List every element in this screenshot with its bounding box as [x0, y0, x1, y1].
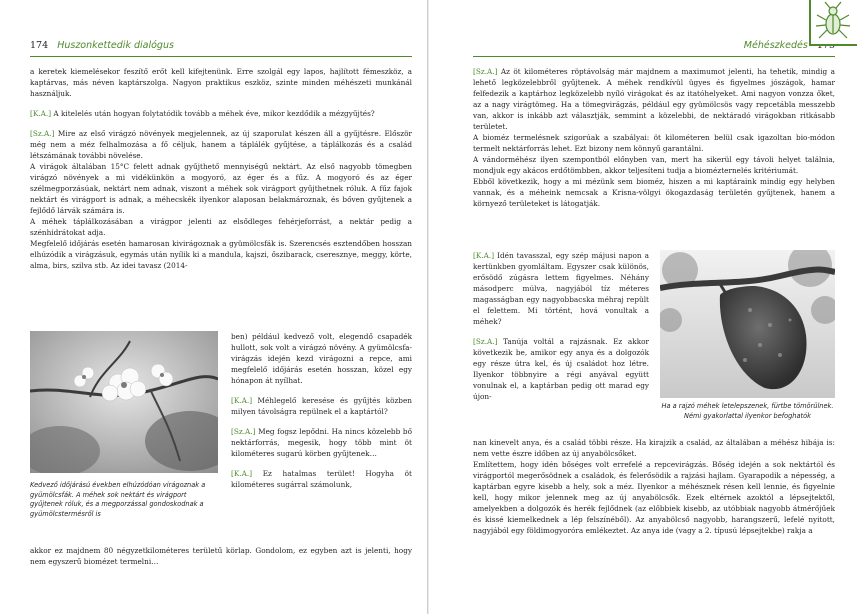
right-text-narrow-column: [473, 250, 649, 402]
answer-swarm-cont: nan kinevelt anya, és a család többi része. Ha kirajzik a család, az általában a méhész hibája is: nem vette észre időben az új anyabölcsőket.: [473, 438, 835, 458]
question-3: [K.A.] Ez hatalmas terület! Hogyha öt kilométeres sugárral számolunk,: [231, 469, 412, 489]
bee-swarm-on-branch-photo: [660, 250, 835, 398]
question-3-cont: akkor ez majdnem 80 négyzetkilométeres területű körlap. Gondolom, ez egyben azt is jelenti, hogy nem egyszerű biomézet termelni…: [30, 546, 412, 566]
left-photo-caption: Kedvező időjárású években elhúzódóan virágoznak a gyümölcsfák. A méhek sok nektárt és virágport gyűjtenek róluk, és a megporzással gondoskodnak a gyümölcstermésről is: [30, 481, 206, 518]
right-page: [429, 0, 857, 614]
answer-1-paragraph-4-cont: ben) például kedvező volt, elegendő csapadék hullott, sok volt a virágzó növény. A gyümölcsfa-virágzás idején kezd virágozni a repce, ami megfelelő időjárás esetén hosszan, közel egy hónapon át nyílhat.: [231, 332, 412, 385]
left-header-rule: [30, 56, 412, 57]
chapter-badge: [809, 0, 857, 46]
migratory-paragraph: A vándorméhész ilyen szempontból előnyben van, mert ha sikerül egy távoli helyet találnia, mondjuk egy akácos erdőtömbben, akkor teljesíteni tudja a biomézternelés kritériumát.: [473, 155, 835, 175]
bio-paragraph: A bioméz termelésnek szigorúak a szabályai: öt kilométeren belül csak igazoltan bio-módon termelt nektárforrás lehet. Ezt bizony nem könnyű garantálni.: [473, 133, 835, 153]
left-text-narrow-column: [231, 331, 412, 490]
speaker-label: [K.A.]: [30, 109, 52, 118]
right-photo-caption: Ha a rajzó méhek letelepszenek, fürtbe tömörülnek. Némi gyakorlattal ilyenkor befoghatók: [661, 402, 834, 420]
question-1: [K.A.] A kitelelés után hogyan folytatódik tovább a méhek éve, mikor kezdődik a mézgyűjtés?: [30, 109, 375, 118]
answer-continued: [Sz.A.] Az öt kilométeres röptávolság már majdnem a maximumot jelenti, ha tehetik, mindig a lehető legközelebbről gyűjtenek. A méhek rendkívül ügyes és figyelmes jószágok, hamar felfedezik a kaptárhoz legközelebb nyíló virágokat és az itatóhelyeket. Ami nagyon vonzza őket, az a nagy virágtömeg. Ha a tömegvirágzás, például egy gyümölcsös vagy repcetábla messzebb van, akkor is inkább azt választják, semmint a közelebbi, de nektáradó virágokban ritkásabb területet.: [473, 67, 835, 131]
right-running-title: Méhészkedés: [743, 40, 808, 51]
speaker-label: [Sz.A.]: [473, 337, 498, 346]
speaker-label: [Sz.A.]: [30, 129, 55, 138]
left-text-block-top: [30, 66, 412, 271]
left-page-number: 174: [30, 40, 49, 51]
answer-2: [Sz.A.] Meg fogsz lepődni. Ha nincs közelebb bő nektárforrás, megesik, hogy több mint öt kilométeres sugarú körben gyűjtenek…: [231, 427, 412, 458]
answer-1: [Sz.A.] Mire az első virágzó növények megjelennek, az új szaporulat készen áll a gyűjtésre. Először még nem a méz felhalmozása a fő céljuk, hanem a táplálék gyűjtése, a táplálkozás és a család létszámának további növelése.: [30, 129, 412, 160]
question-swarm: [K.A.] Idén tavasszal, egy szép májusi napon a kertünkben gyomláltam. Egyszer csak különös, erősödő zúgásra lettem figyelmes. Néhány másodperc múlva, nagyjából tíz méteres magasságban egy nagyobbacska méhraj repült el felettem. Mi történt, hová vonultak a méhek?: [473, 251, 649, 326]
right-running-head: [473, 38, 835, 54]
flowering-fruit-tree-photo: [30, 331, 218, 473]
speaker-label: [Sz.A.]: [473, 67, 498, 76]
intro-paragraph: a keretek kiemelésekor feszítő erőt kell kifejtenünk. Erre szolgál egy lapos, hajlított fémeszköz, a kaptárvas, más néven kaptárszolga. Nagyon praktikus eszköz, szinte minden méhészeti munkánál használjuk.: [30, 67, 412, 98]
answer-1-paragraph-4: Megfelelő időjárás esetén hamarosan kivirágoznak a gyümölcsfák is. Szerencsés esztendőben hosszan elhúzódik a virágzásuk, egymás után nyílik ki a mandula, kajszi, őszibarack, cseresznye, meggy, körte, alma, birs, szilva stb. Az idei tavasz (2014-: [30, 239, 412, 270]
speaker-label: [K.A.]: [473, 251, 495, 260]
left-running-head: [30, 38, 412, 54]
answer-swarm-paragraph-2: Említettem, hogy idén bőséges volt errefelé a repcevirágzás. Bőség idején a sok nektártól és virágportól megerősödnek a családok, és felerősödik a rajzási hajlam. Gyarapodik a népesség, a kaptárban egyre kisebb a hely, sok a méz. Ilyenkor a méhésznek résen kell lennie, és figyelnie kell, hogy mikor jelennek meg az új anyabölcsők. Ezek eltérnek azoktól a lépsejtektől, amelyekben a dolgozók és herék fejlődnek (az előbbiek kisebb, az utóbbiak nagyobb átmérőjűek és kissé kiemelkednek a lép felszínéből). Az anyabölcső nagyobb, harangszerű, lefelé nyitott, nagyjából egy földimogyoróra emlékeztet. Az anya ide (vagy a 2. típusú lépsejtekbe) rakja a: [473, 460, 835, 535]
left-page: [0, 0, 428, 614]
answer-swarm: [Sz.A.] Tanúja voltál a rajzásnak. Ez akkor következik be, amikor egy anya és a dolgozók egy része útra kel, és új családot hoz létre. Ilyenkor többnyire a régi anyával együtt vonulnak el, a kaptárban pedig ott marad egy újon-: [473, 337, 649, 401]
left-text-block-bottom: [30, 545, 412, 567]
speaker-label: [K.A.]: [231, 469, 253, 478]
right-text-block-bottom: [473, 437, 835, 536]
question-2: [K.A.] Méhlegelő keresése és gyűjtés közben milyen távolságra repülnek el a kaptártól?: [231, 396, 412, 416]
left-page-photo: [30, 331, 218, 473]
speaker-label: [K.A.]: [231, 396, 253, 405]
right-page-photo: [660, 250, 835, 398]
insect-icon: [811, 0, 855, 42]
speaker-label: [Sz.A.]: [231, 427, 256, 436]
right-header-rule: [473, 56, 835, 57]
left-running-title: Huszonkettedik dialógus: [57, 40, 174, 51]
answer-1-paragraph-3: A méhek táplálkozásában a virágpor jelenti az elsődleges fehérjeforrást, a nektár pedig a szénhidrátokat adja.: [30, 217, 412, 237]
consequence-paragraph: Ebből következik, hogy a mi mézünk sem bioméz, hiszen a mi kaptáraink mindig egy helyben vannak, és a méheink nemcsak a Krisna-völgyi ökogazdaság területén gyűjtenek, hanem a környező területeket is látogatják.: [473, 177, 835, 208]
answer-1-paragraph-2: A virágok általában 15°C felett adnak gyűjthető mennyiségű nektárt. Az első nagyobb tömegben virágzó növények a mi vidékünkön a mogyoró, az éger és a fűz. A mogyoró és az éger szélmegporzásúak, nektárt nem adnak, viszont a méhek sok virágport gyűjthetnek róluk. A fűz fajok nektárt és virágport is adnak, a méhecskék ilyenkor alaposan belakmároznak, és bőven gyűjtenek a fejlődő lárvák számára is.: [30, 162, 412, 215]
right-text-block-top: [473, 66, 835, 209]
